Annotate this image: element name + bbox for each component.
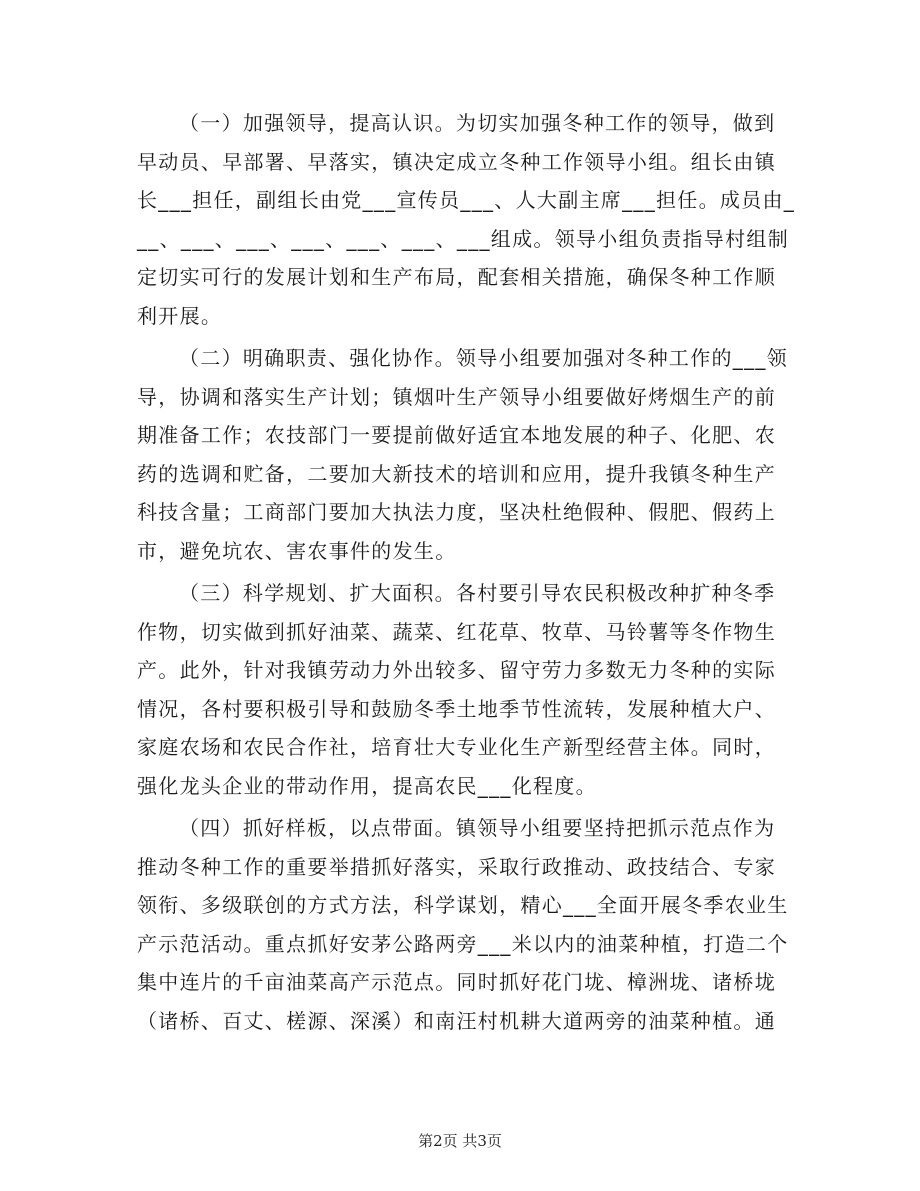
paragraph-line: 利开展。 [137, 303, 223, 328]
paragraph-line: （一）加强领导，提高认识。为切实加强冬种工作的领导，做到 [179, 111, 776, 135]
paragraph-line: （诸桥、百丈、槎源、深溪）和南汪村机耕大道两旁的油菜种植。通 [137, 1008, 776, 1033]
paragraph-line: 情况，各村要积极引导和鼓励冬季土地季节性流转，发展种植大户、 [137, 696, 776, 721]
paragraph-line: 期准备工作；农技部门一要提前做好适宜本地发展的种子、化肥、农 [137, 423, 776, 447]
paragraph-line: 早动员、早部署、早落实，镇决定成立冬种工作领导小组。组长由镇 [137, 149, 776, 174]
paragraph-line: 科技含量；工商部门要加大执法力度，坚决杜绝假种、假肥、假药上 [137, 500, 776, 524]
paragraph-line: 产。此外，针对我镇劳动力外出较多、留守劳力多数无力冬种的实际 [137, 658, 776, 682]
document-body [137, 104, 796, 1044]
paragraph-line: 药的选调和贮备，二要加大新技术的培训和应用，提升我镇冬种生产 [137, 461, 776, 486]
paragraph-4 [137, 809, 789, 1040]
paragraph-line: 市，避免坑农、害农事件的发生。 [137, 538, 457, 563]
paragraph-2 [137, 339, 788, 570]
paragraph-line: 领衔、多级联创的方式方法，科学谋划，精心___全面开展冬季农业生 [137, 893, 789, 917]
paragraph-1 [137, 104, 796, 335]
paragraph-line: 强化龙头企业的带动作用，提高农民___化程度。 [137, 773, 597, 798]
page-number-footer: 第2页 共3页 [418, 1132, 502, 1150]
paragraph-line: __、___、___、___、___、___、___组成。领导小组负责指导村组制 [137, 226, 789, 251]
paragraph-line: 作物，切实做到抓好油菜、蔬菜、红花草、牧草、马铃薯等冬作物生 [137, 619, 776, 644]
paragraph-line: 导，协调和落实生产计划；镇烟叶生产领导小组要做好烤烟生产的前 [137, 384, 776, 409]
paragraph-line: 家庭农场和农民合作社，培育壮大专业化生产新型经营主体。同时， [137, 735, 776, 759]
paragraph-line: （四）抓好样板，以点带面。镇领导小组要坚持把抓示范点作为 [179, 816, 776, 840]
paragraph-line: （二）明确职责、强化协作。领导小组要加强对冬种工作的___领 [179, 346, 788, 370]
paragraph-line: （三）科学规划、扩大面积。各村要引导农民积极改种扩种冬季 [179, 581, 776, 605]
paragraph-3 [137, 574, 777, 805]
paragraph-line: 长___担任，副组长由党___宣传员___、人大副主席___担任。成员由_ [137, 188, 796, 212]
paragraph-line: 定切实可行的发展计划和生产布局，配套相关措施，确保冬种工作顺 [137, 265, 776, 289]
paragraph-line: 产示范活动。重点抓好安茅公路两旁___米以内的油菜种植，打造二个 [137, 931, 789, 956]
paragraph-line: 集中连片的千亩油菜高产示范点。同时抓好花门垅、樟洲垅、诸桥垅 [137, 970, 776, 994]
paragraph-line: 推动冬种工作的重要举措抓好落实，采取行政推动、政技结合、专家 [137, 854, 776, 879]
